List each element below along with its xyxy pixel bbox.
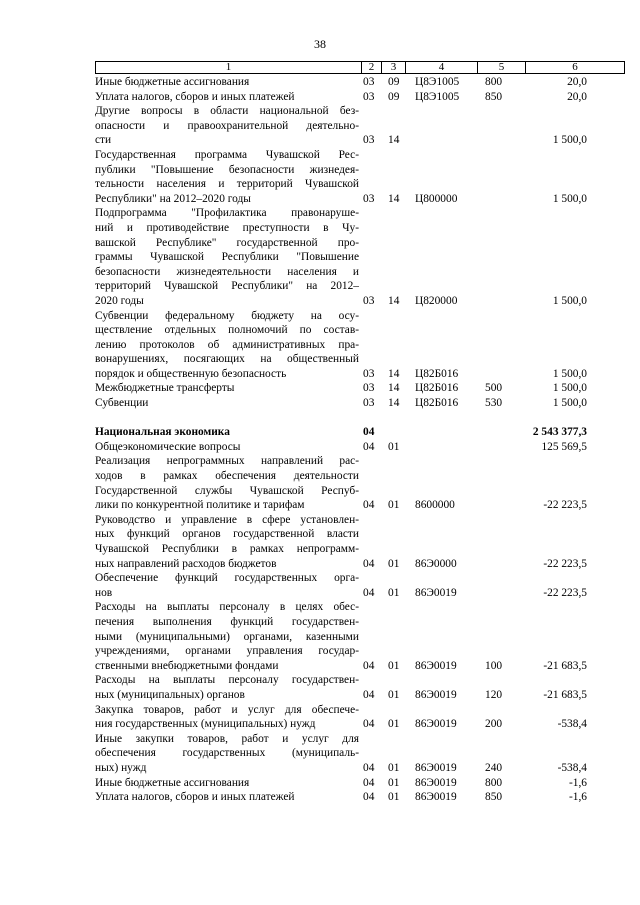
row-name-line: опасности и правоохранительной деятельно- <box>95 119 359 132</box>
table-row <box>95 673 625 702</box>
cell-c6: 1 500,0 <box>552 294 587 307</box>
cell-c3: 01 <box>388 688 400 701</box>
cell-c5: 200 <box>485 718 503 731</box>
row-name <box>95 381 359 396</box>
row-name <box>95 673 359 702</box>
header-col-6: 6 <box>572 61 578 73</box>
cell-c2: 03 <box>363 382 375 395</box>
row-name-line: лики по конкурентной политике и тарифам <box>95 499 305 512</box>
cell-c6: -538,4 <box>557 718 587 731</box>
row-name-line: публики "Повышение безопасности жизнедея- <box>95 163 359 176</box>
row-name-line: ными (муниципальными) органами, казенными <box>95 630 359 643</box>
row-name-line: Иные бюджетные ассигнования <box>95 76 250 88</box>
cell-c3: 01 <box>388 557 400 570</box>
row-name-line: Межбюджетные трансферты <box>95 382 235 395</box>
row-spacer <box>95 411 625 426</box>
cell-c2: 03 <box>363 294 375 307</box>
table-row <box>95 90 625 105</box>
row-name-line: Иные бюджетные ассигнования <box>95 776 250 789</box>
cell-c2: 03 <box>363 397 375 410</box>
cell-c6: 1 500,0 <box>552 367 587 380</box>
row-name-line: вонарушениях, посягающих на общественный <box>95 353 359 366</box>
cell-c4: 86Э0019 <box>415 791 457 804</box>
header-col-3: 3 <box>382 62 406 73</box>
cell-c6: -22 223,5 <box>543 499 587 512</box>
cell-c3: 01 <box>388 761 400 774</box>
row-name <box>95 513 359 571</box>
cell-c2: 03 <box>363 90 375 103</box>
cell-c3: 01 <box>388 718 400 731</box>
row-name-line: Реализация непрограммных направлений рас- <box>95 455 359 468</box>
cell-c5: 850 <box>485 90 503 103</box>
row-name <box>95 75 359 90</box>
table-row <box>95 600 625 673</box>
cell-c6: 20,0 <box>567 90 587 103</box>
cell-c6: -21 683,5 <box>543 688 587 701</box>
cell-c4: 86Э0019 <box>415 688 457 701</box>
table-row <box>95 513 625 571</box>
table-row <box>95 732 625 776</box>
cell-c5: 500 <box>485 382 503 395</box>
cell-c2: 04 <box>363 791 375 804</box>
cell-c3: 01 <box>388 776 400 789</box>
row-name-line: лению протоколов об административных пра- <box>95 338 359 351</box>
cell-c5: 100 <box>485 659 503 672</box>
table-row <box>95 454 625 512</box>
row-name-line: ществление отдельных полномочий по состав- <box>95 324 359 337</box>
cell-c5: 240 <box>485 761 503 774</box>
row-name <box>95 790 359 805</box>
row-name-line: территорий Чувашской Республики" на 2012– <box>95 280 359 293</box>
row-name-line: печения выполнения функций государствен- <box>95 615 359 628</box>
cell-c3: 01 <box>388 659 400 672</box>
cell-c6: 1 500,0 <box>552 192 587 205</box>
cell-c2: 04 <box>363 688 375 701</box>
cell-c5: 800 <box>485 76 503 88</box>
cell-c4: Ц8Э1005 <box>415 90 460 103</box>
cell-c4: 86Э0019 <box>415 718 457 731</box>
row-name <box>95 206 359 308</box>
row-name <box>95 104 359 148</box>
row-name-line: Расходы на выплаты персоналу в целях обес- <box>95 601 359 614</box>
row-name <box>95 454 359 512</box>
row-name <box>95 425 359 440</box>
header-col-4: 4 <box>406 62 478 73</box>
row-name-line: Национальная экономика <box>95 426 230 439</box>
cell-c2: 04 <box>363 659 375 672</box>
cell-c6: 1 500,0 <box>552 382 587 395</box>
cell-c6: 125 569,5 <box>541 440 587 453</box>
row-name <box>95 396 359 411</box>
cell-c4: 8600000 <box>415 499 455 512</box>
cell-c4: 86Э0019 <box>415 776 457 789</box>
row-name-line: ных (муниципальных) органов <box>95 688 245 701</box>
table-row <box>95 396 625 411</box>
cell-c4: Ц82Б016 <box>415 367 459 380</box>
cell-c2: 04 <box>363 718 375 731</box>
row-name-line: Закупка товаров, работ и услуг для обеспече- <box>95 703 359 716</box>
row-name <box>95 148 359 206</box>
cell-c6: -1,6 <box>568 776 587 789</box>
cell-c3: 14 <box>388 397 400 410</box>
cell-c5: 120 <box>485 688 503 701</box>
cell-c4: Ц820000 <box>415 294 458 307</box>
cell-c4: Ц82Б016 <box>415 382 459 395</box>
table-row <box>95 425 625 440</box>
cell-c3: 14 <box>388 294 400 307</box>
cell-c6: -1,6 <box>568 791 587 804</box>
row-name <box>95 571 359 600</box>
table-row <box>95 309 625 382</box>
row-name <box>95 309 359 382</box>
row-name-line: ний и противодействие преступности в Чу- <box>95 221 359 234</box>
row-name-line: нов <box>95 586 113 599</box>
table-header <box>95 61 625 74</box>
cell-c3: 01 <box>388 440 400 453</box>
row-name <box>95 600 359 673</box>
cell-c3: 14 <box>388 192 400 205</box>
table-row <box>95 776 625 791</box>
row-name-line: Обеспечение функций государственных орга- <box>95 572 359 585</box>
cell-c4: 86Э0019 <box>415 586 457 599</box>
cell-c4: 86Э0000 <box>415 557 457 570</box>
row-name-line: учреждениями, органами управления государ- <box>95 645 359 658</box>
cell-c4: Ц800000 <box>415 192 458 205</box>
row-name-line: Государственной службы Чувашской Респуб- <box>95 484 359 497</box>
row-name-line: безопасности жизнедеятельности населения и <box>95 265 359 278</box>
cell-c2: 04 <box>363 557 375 570</box>
cell-c3: 09 <box>388 90 400 103</box>
row-name-line: порядок и общественную безопасность <box>95 367 287 380</box>
row-name-line: ных направлений расходов бюджетов <box>95 557 277 570</box>
cell-c2: 04 <box>363 761 375 774</box>
table-row <box>95 571 625 600</box>
row-name <box>95 703 359 732</box>
cell-c2: 03 <box>363 134 375 147</box>
cell-c5: 850 <box>485 791 503 804</box>
table-row <box>95 440 625 455</box>
header-col-1: 1 <box>96 62 362 73</box>
row-name-line: ходов в рамках обеспечения деятельности <box>95 470 359 483</box>
row-name-line: Уплата налогов, сборов и иных платежей <box>95 90 295 103</box>
cell-c6: 2 543 377,3 <box>532 426 587 439</box>
row-name-line: Субвенции федеральному бюджету на осу- <box>95 309 359 322</box>
cell-c3: 14 <box>388 382 400 395</box>
header-col-2: 2 <box>362 62 382 73</box>
row-name-line: Государственная программа Чувашской Рес- <box>95 148 359 161</box>
header-col-5: 5 <box>478 62 526 73</box>
cell-c6: -21 683,5 <box>543 659 587 672</box>
cell-c4: 86Э0019 <box>415 761 457 774</box>
row-name-line: Подпрограмма "Профилактика правонаруше- <box>95 207 359 220</box>
table-row <box>95 75 625 90</box>
cell-c3: 01 <box>388 791 400 804</box>
table-row <box>95 148 625 206</box>
cell-c2: 04 <box>363 776 375 789</box>
row-name-line: сти <box>95 134 112 147</box>
cell-c3: 09 <box>388 76 400 88</box>
cell-c2: 04 <box>363 426 375 439</box>
cell-c2: 04 <box>363 499 375 512</box>
cell-c2: 03 <box>363 367 375 380</box>
row-name-line: обеспечения государственных (муниципаль- <box>95 747 359 760</box>
cell-c2: 03 <box>363 76 375 88</box>
row-name-line: вашской Республике" государственной про- <box>95 236 359 249</box>
row-name <box>95 732 359 776</box>
row-name-line: Другие вопросы в области национальной без- <box>95 105 359 118</box>
row-name-line: Республики" на 2012–2020 годы <box>95 192 251 205</box>
row-name-line: Иные закупки товаров, работ и услуг для <box>95 732 359 745</box>
row-name-line: ния государственных (муниципальных) нужд <box>95 718 316 731</box>
row-name-line: Расходы на выплаты персоналу государствен- <box>95 674 359 687</box>
table-row <box>95 381 625 396</box>
row-name-line: тельности населения и территорий Чувашской <box>95 178 359 191</box>
cell-c3: 01 <box>388 499 400 512</box>
cell-c6: 20,0 <box>567 76 587 88</box>
cell-c2: 04 <box>363 586 375 599</box>
cell-c2: 04 <box>363 440 375 453</box>
table-row <box>95 703 625 732</box>
row-name-line: ственными внебюджетными фондами <box>95 659 279 672</box>
cell-c3: 14 <box>388 134 400 147</box>
cell-c4: Ц82Б016 <box>415 397 459 410</box>
row-name <box>95 90 359 105</box>
row-name-line: ных функций органов государственной власти <box>95 528 359 541</box>
cell-c6: -22 223,5 <box>543 557 587 570</box>
row-name-line: 2020 годы <box>95 294 144 307</box>
row-name <box>95 776 359 791</box>
cell-c4: 86Э0019 <box>415 659 457 672</box>
row-name-line: Субвенции <box>95 397 149 410</box>
cell-c3: 14 <box>388 367 400 380</box>
table-row <box>95 790 625 805</box>
page-number: 38 <box>314 37 326 51</box>
table-row <box>95 104 625 148</box>
row-name-line: ных) нужд <box>95 761 147 774</box>
table-body <box>95 75 625 805</box>
row-name <box>95 440 359 455</box>
cell-c6: 1 500,0 <box>552 134 587 147</box>
cell-c4: Ц8Э1005 <box>415 76 460 88</box>
cell-c6: -22 223,5 <box>543 586 587 599</box>
row-name-line: Уплата налогов, сборов и иных платежей <box>95 791 295 804</box>
cell-c5: 800 <box>485 776 503 789</box>
cell-c2: 03 <box>363 192 375 205</box>
row-name-line: Чувашской Республики в рамках непрограмм- <box>95 543 359 555</box>
table-row <box>95 206 625 308</box>
cell-c6: -538,4 <box>557 761 587 774</box>
row-name-line: граммы Чувашской Республики "Повышение <box>95 251 359 264</box>
row-name-line: Руководство и управление в сфере установлен- <box>95 513 359 526</box>
cell-c6: 1 500,0 <box>552 397 587 410</box>
cell-c5: 530 <box>485 397 503 410</box>
row-name-line: Общеэкономические вопросы <box>95 440 241 453</box>
cell-c3: 01 <box>388 586 400 599</box>
